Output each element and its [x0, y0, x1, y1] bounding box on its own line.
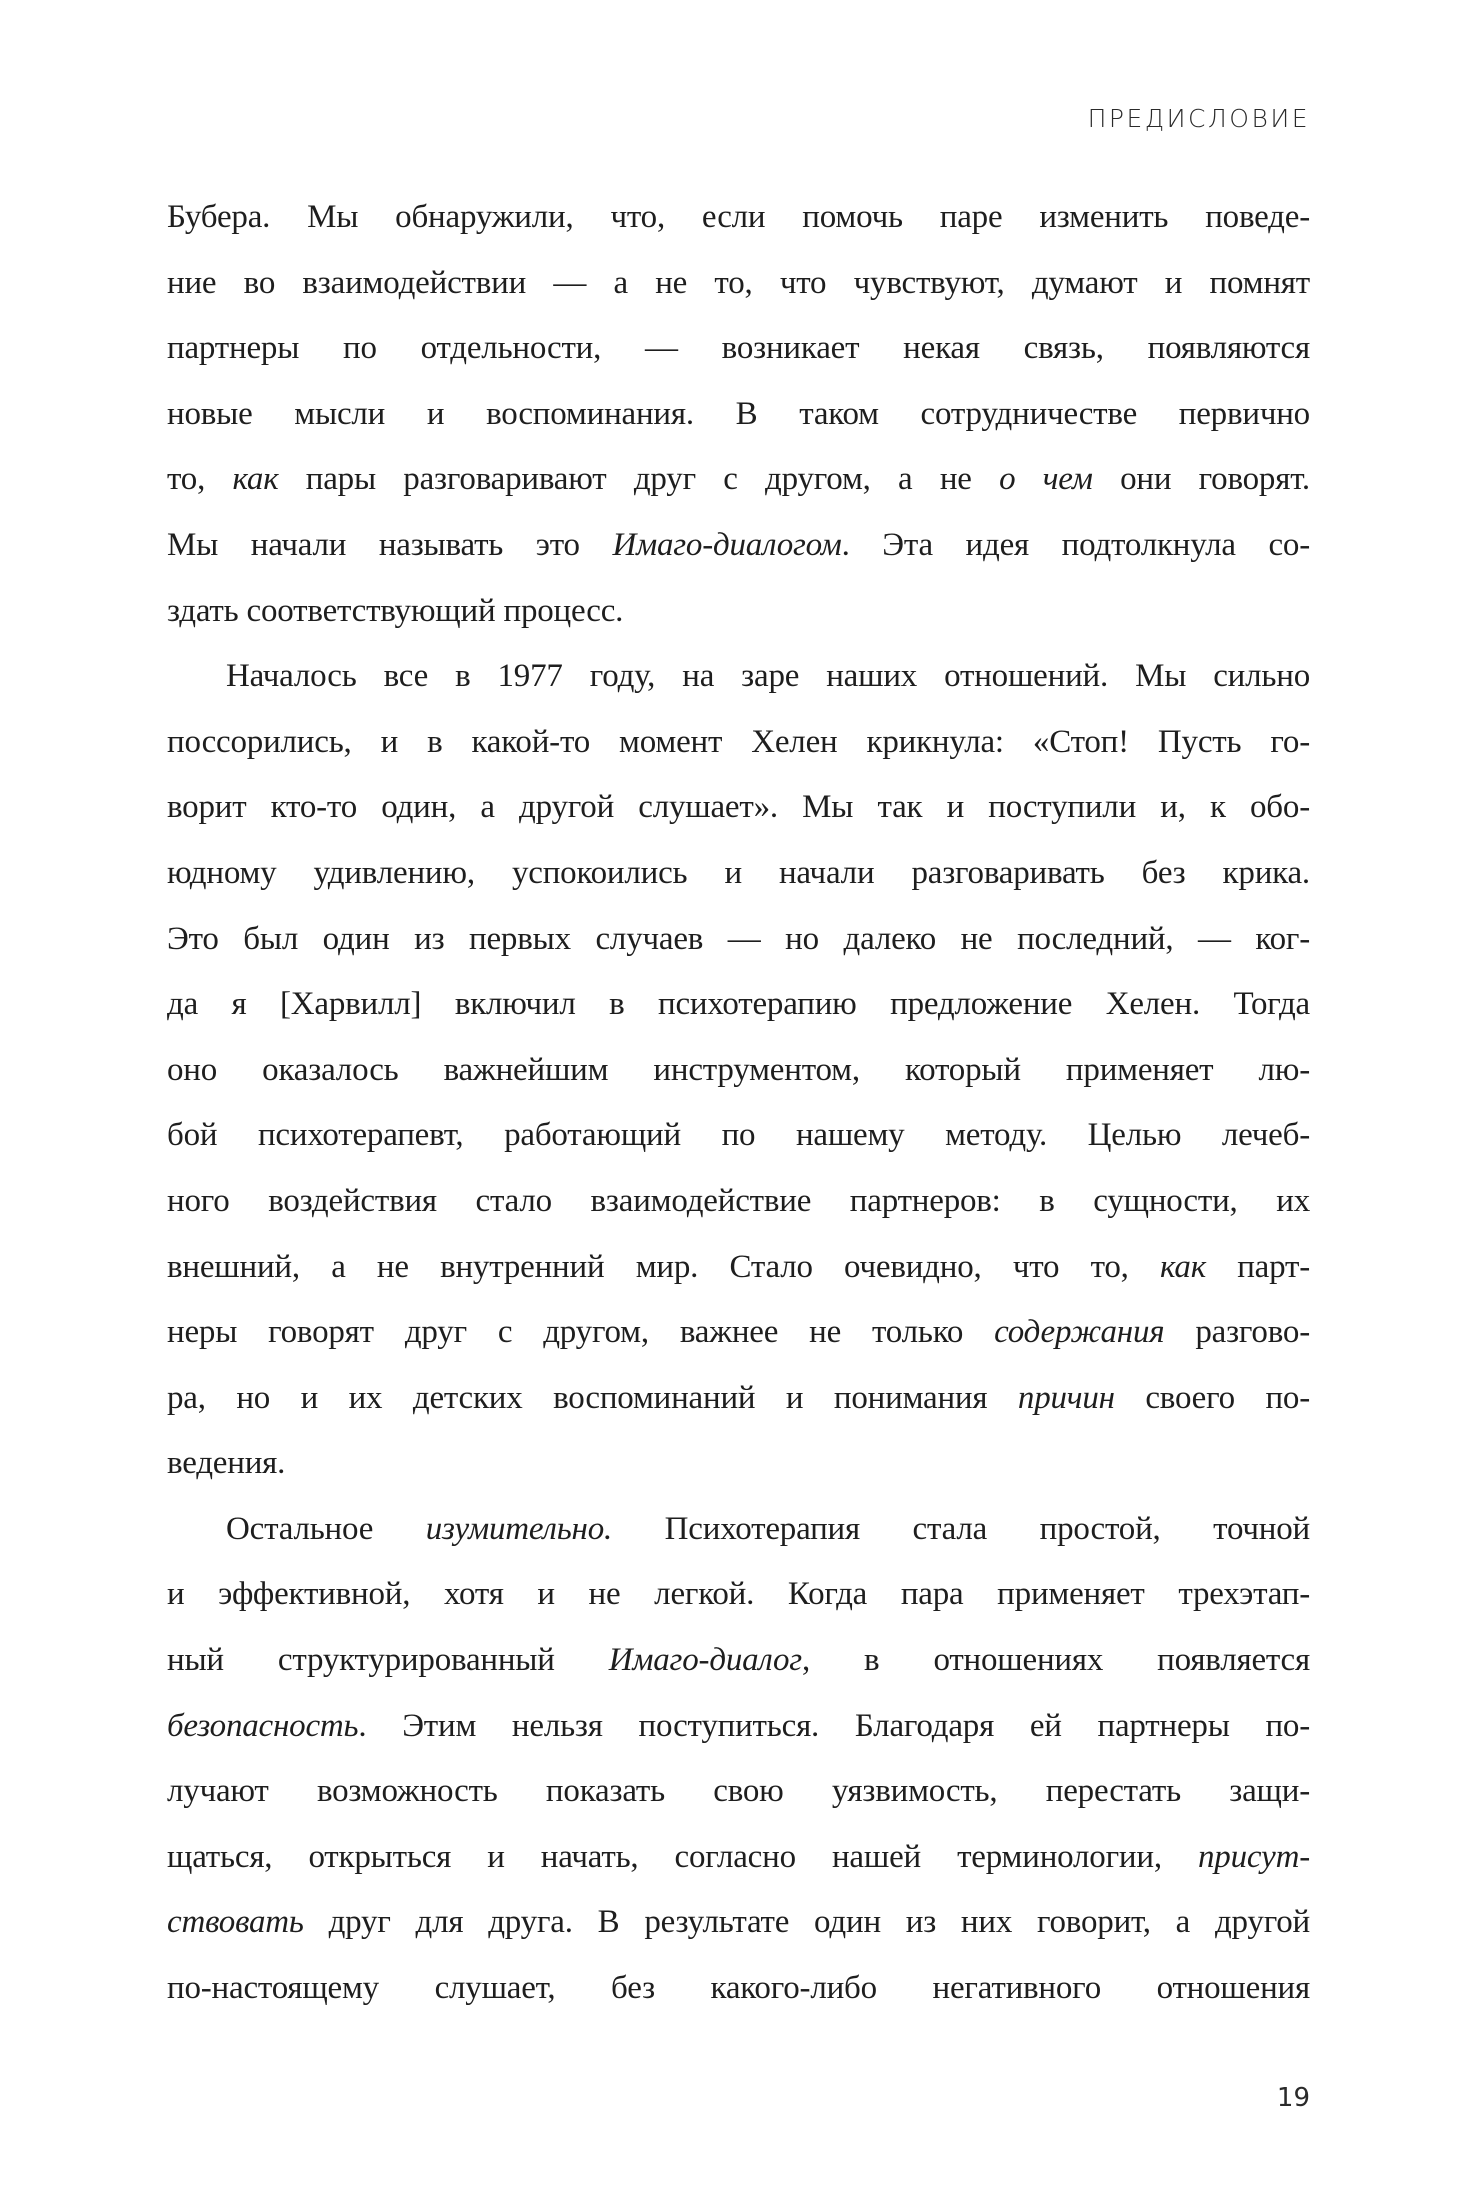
text-line: [167, 1300, 1310, 1366]
text-line: [167, 710, 1310, 776]
text-segment: Психотерапия стала простой, точной: [612, 1510, 1311, 1547]
italic-text: как: [232, 461, 279, 498]
text-segment: Началось все в 1977 году, на заре наших отношений. Мы сильно: [226, 658, 1310, 695]
text-segment: . Эта идея подтолкнула со-: [841, 526, 1310, 563]
text-segment: поссорились, и в какой-то момент Хелен крикнула: «Стоп! Пусть го-: [167, 723, 1310, 760]
text-segment: ворит кто-то один, а другой слушает». Мы так и поступили и, к обо-: [167, 789, 1310, 826]
text-line: [167, 1235, 1310, 1301]
text-segment: партнеры по отдельности, — возникает некая связь, появляются: [167, 330, 1310, 367]
italic-text: изумительно.: [425, 1510, 613, 1547]
text-segment: то,: [167, 461, 233, 498]
text-line: [167, 1694, 1310, 1760]
text-line: [167, 1628, 1310, 1694]
running-header: ПРЕДИСЛОВИЕ: [1087, 104, 1310, 133]
text-segment: щаться, открыться и начать, согласно нашей терминологии,: [167, 1838, 1198, 1875]
text-segment: они говорят.: [1092, 461, 1310, 498]
text-segment: Остальное: [226, 1510, 426, 1547]
italic-text: Имаго-диалог: [608, 1642, 802, 1679]
text-segment: и эффективной, хотя и не легкой. Когда пара применяет трехэтап-: [167, 1576, 1310, 1613]
text-segment: ного воздействия стало взаимодействие партнеров: в сущности, их: [167, 1182, 1310, 1219]
text-line: [167, 579, 1310, 645]
text-line: [167, 644, 1310, 710]
text-segment: своего по-: [1114, 1379, 1310, 1416]
text-line: [167, 513, 1310, 579]
text-line: [167, 1562, 1310, 1628]
text-segment: юдному удивлению, успокоились и начали разговаривать без крика.: [167, 854, 1310, 891]
text-line: [167, 1431, 1310, 1497]
text-segment: Бубера. Мы обнаружили, что, если помочь паре изменить поведе-: [167, 199, 1310, 235]
text-line: [167, 1890, 1310, 1956]
text-segment: оно оказалось важнейшим инструментом, который применяет лю-: [167, 1051, 1310, 1088]
text-line: [167, 447, 1310, 513]
text-segment: . Этим нельзя поступиться. Благодаря ей партнеры по-: [358, 1707, 1310, 1744]
text-segment: парт-: [1205, 1248, 1310, 1285]
text-segment: здать соответствующий процесс.: [167, 592, 624, 629]
text-segment: разгово-: [1164, 1314, 1310, 1351]
page-number: 19: [1276, 2083, 1310, 2113]
text-segment: внешний, а не внутренний мир. Стало очевидно, что то,: [167, 1248, 1160, 1285]
text-line: [167, 972, 1310, 1038]
text-line: [167, 1825, 1310, 1891]
text-line: [167, 1366, 1310, 1432]
text-line: [167, 316, 1310, 382]
text-segment: ведения.: [167, 1445, 286, 1482]
text-line: [167, 1497, 1310, 1563]
text-segment: неры говорят друг с другом, важнее не только: [167, 1314, 995, 1351]
text-line: [167, 1956, 1310, 2022]
text-segment: пары разговаривают друг с другом, а не: [278, 461, 1000, 498]
italic-text: о чем: [999, 461, 1093, 498]
text-segment: Мы начали называть это: [167, 526, 613, 563]
text-segment: ние во взаимодействии — а не то, что чувствуют, думают и помнят: [167, 264, 1310, 301]
text-line: [167, 185, 1310, 251]
text-segment: новые мысли и воспоминания. В таком сотрудничестве первично: [167, 395, 1310, 432]
text-line: [167, 382, 1310, 448]
italic-text: Имаго-диалогом: [612, 526, 842, 563]
text-line: [167, 841, 1310, 907]
text-segment: по-настоящему слушает, без какого-либо негативного отношения: [167, 1970, 1310, 2007]
text-line: [167, 1038, 1310, 1104]
text-segment: друг для друга. В результате один из них говорит, а другой: [303, 1904, 1310, 1941]
italic-text: присут-: [1198, 1838, 1310, 1875]
text-line: [167, 907, 1310, 973]
italic-text: безопасность: [167, 1707, 359, 1744]
text-segment: лучают возможность показать свою уязвимость, перестать защи-: [167, 1773, 1310, 1810]
text-segment: Это был один из первых случаев — но далеко не последний, — ког-: [167, 920, 1310, 957]
text-segment: бой психотерапевт, работающий по нашему методу. Целью лечеб-: [167, 1117, 1310, 1154]
italic-text: ствовать: [167, 1904, 304, 1941]
text-segment: , в отношениях появляется: [801, 1642, 1310, 1679]
text-line: [167, 1103, 1310, 1169]
text-line: [167, 1169, 1310, 1235]
italic-text: содержания: [994, 1314, 1165, 1351]
body-text: [167, 185, 1310, 2022]
italic-text: причин: [1017, 1379, 1115, 1416]
text-segment: ный структурированный: [167, 1642, 609, 1679]
text-segment: ра, но и их детских воспоминаний и понимания: [167, 1379, 1018, 1416]
italic-text: как: [1159, 1248, 1206, 1285]
text-line: [167, 1759, 1310, 1825]
text-line: [167, 251, 1310, 317]
text-segment: да я [Харвилл] включил в психотерапию предложение Хелен. Тогда: [167, 986, 1310, 1023]
text-line: [167, 775, 1310, 841]
